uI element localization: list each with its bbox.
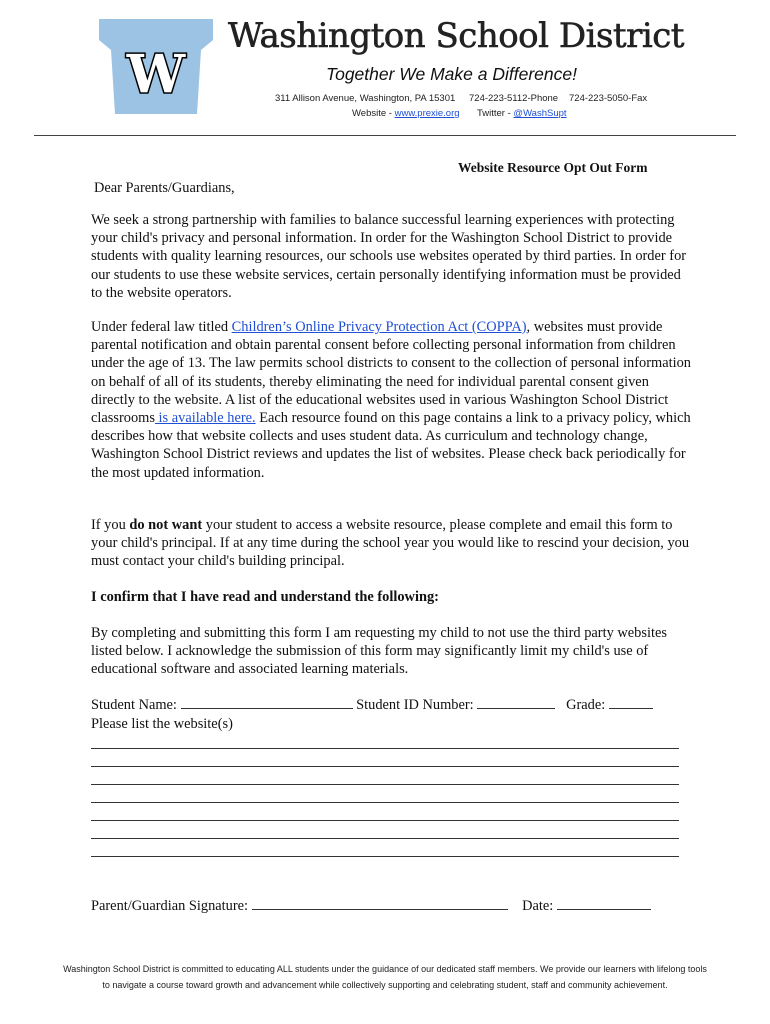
paragraph-acknowledgement: By completing and submitting this form I am requesting my child to not use the third party websites listed below. I acknowledge the submission of this form may significantly limit my child's use of educational software and associated learning materials.	[91, 625, 667, 678]
form-title: Website Resource Opt Out Form	[458, 160, 648, 175]
student-id-field[interactable]	[477, 696, 555, 709]
website-line[interactable]	[91, 748, 679, 749]
para3-emphasis: do not want	[129, 517, 203, 533]
contact-phone: 724-223-5112-Phone	[469, 93, 559, 104]
header-divider	[34, 135, 736, 136]
student-id-label: Student ID Number:	[356, 697, 474, 713]
student-name-label: Student Name:	[91, 697, 177, 713]
logo-letter: W	[126, 44, 186, 105]
paragraph-instructions	[91, 516, 691, 571]
grade-label: Grade:	[566, 697, 606, 713]
para3-text-a: If you	[91, 517, 130, 533]
websites-label: Please list the website(s)	[91, 716, 233, 732]
website-line[interactable]	[91, 766, 679, 767]
paragraph-intro: We seek a strong partnership with families to balance successful learning experiences with protecting your child's privacy and personal information. In order for the Washington School District to provide students with quality learning resources, our schools use websites operated by third parties. In order for our students to use these website services, certain personally identifying information must be provided to the website operators.	[91, 212, 687, 301]
twitter-label: Twitter -	[477, 108, 514, 119]
student-info-row	[91, 696, 711, 714]
date-label: Date:	[522, 898, 554, 914]
para2-text-a: Under federal law titled	[91, 319, 232, 335]
website-list-link[interactable]: is available here.	[154, 410, 256, 427]
grade-field[interactable]	[609, 696, 653, 709]
contact-fax: 724-223-5050-Fax	[569, 93, 648, 104]
para2-text-b: , websites must provide parental notification and obtain parental consent before collecting personal information from children under the age of 13. The law permits school districts to consent to the collection of personal information on behalf of all of its students, thereby eliminating the need for individual parental consent given directly to the website. A list of the educational websites used in various Washington School District classrooms	[91, 319, 691, 427]
district-logo	[97, 16, 215, 124]
footer-mission: Washington School District is committed to educating ALL students under the guidance of our dedicated staff members. We provide our learners with lifelong tools to navigate a course toward growth and advancement while collectively supporting and celebrating student, staff and community achievement.	[63, 964, 707, 990]
website-line[interactable]	[91, 784, 679, 785]
contact-twitter	[477, 108, 567, 119]
website-line[interactable]	[91, 802, 679, 803]
paragraph-coppa	[91, 318, 691, 482]
signature-field[interactable]	[252, 897, 508, 910]
website-line[interactable]	[91, 820, 679, 821]
website-link[interactable]: www.prexie.org	[394, 108, 460, 119]
para3-text-b: your student to access a website resource, please complete and email this form to your child's principal. If at any time during the school year you would like to rescind your decision, you must contact your child's building principal.	[91, 517, 690, 570]
signature-row	[91, 897, 711, 915]
contact-website	[352, 108, 460, 119]
website-label: Website -	[352, 108, 395, 119]
date-field[interactable]	[557, 897, 651, 910]
signature-label: Parent/Guardian Signature:	[91, 898, 249, 914]
tagline: Together We Make a Difference!	[326, 64, 577, 84]
twitter-link[interactable]: @WashSupt	[513, 108, 567, 119]
student-name-field[interactable]	[181, 696, 353, 709]
coppa-link[interactable]: Children’s Online Privacy Protection Act (COPPA)	[231, 319, 527, 335]
contact-address: 311 Allison Avenue, Washington, PA 15301	[275, 93, 456, 104]
district-name: Washington School District	[228, 16, 684, 56]
website-line[interactable]	[91, 856, 679, 857]
greeting: Dear Parents/Guardians,	[94, 180, 235, 196]
confirm-heading: I confirm that I have read and understand the following:	[91, 589, 439, 605]
website-line[interactable]	[91, 838, 679, 839]
para2-text-c: Each resource found on this page contains a link to a privacy policy, which describes how that website collects and uses student data. As curriculum and technology change, Washington School District reviews and updates the list of websites. Please check back periodically for the most updated information.	[91, 410, 691, 481]
